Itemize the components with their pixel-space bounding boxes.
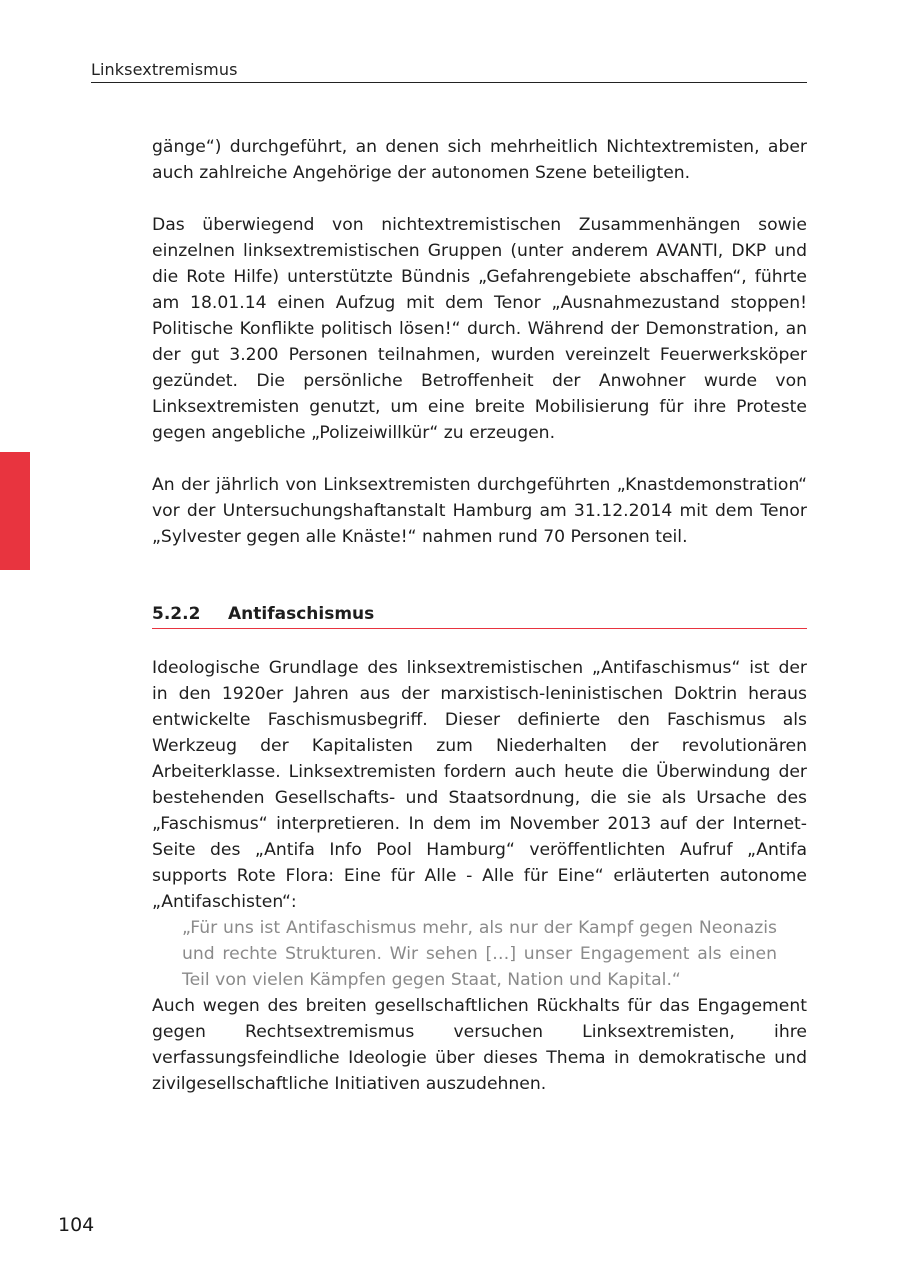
paragraph-alliance-demo: Das überwiegend von nichtextremistischen Zusammenhängen sowie einzelnen linksextremistischen Gruppen (unter anderem AVANTI, DKP und die Rote Hilfe) unterstützte Bündnis „Gefahrengebiete abschaffen“, führte am 18.01.14 einen Aufzug mit dem Tenor „Ausnahmezustand stoppen! Politische Konflikte politisch lösen!“ durch. Während der Demonstration, an der gut 3.200 Personen teilnahmen, wurden vereinzelt Feuerwerksköper gezündet. Die persönliche Betroffenheit der Anwohner wurde von Linksextremisten genutzt, um eine breite Mobilisierung für ihre Proteste gegen angebliche „Polizeiwillkür“ zu erzeugen. bbox=[152, 215, 807, 443]
paragraph-prison-demo: An der jährlich von Linksextremisten durchgeführten „Knastdemonstration“ vor der Untersuchungshaftanstalt Hamburg am 31.12.2014 mit dem Tenor „Sylvester gegen alle Knäste!“ nahmen rund 70 Personen teil. bbox=[152, 475, 807, 547]
section-heading bbox=[152, 602, 807, 629]
section-number: 5.2.2 bbox=[152, 604, 201, 624]
paragraph-ideology: Ideologische Grundlage des linksextremistischen „Antifaschismus“ ist der in den 1920er Jahren aus der marxistisch-leninistischen Doktrin heraus entwickelte Faschismusbegriff. Dieser definierte den Faschismus als Werkzeug der Kapitalisten zum Niederhalten der revolutionären Arbeiterklasse. Linksextremisten fordern auch heute die Überwindung der bestehenden Gesellschafts- und Staatsordnung, die sie als Ursache des „Faschismus“ interpretieren. In dem im November 2013 auf der Internet-Seite des „Antifa Info Pool Hamburg“ veröffentlichten Aufruf „Antifa supports Rote Flora: Eine für Alle - Alle für Eine“ erläuterten autonome „Antifaschisten“: bbox=[152, 658, 807, 912]
running-header: Linksextremismus bbox=[91, 60, 807, 83]
main-text bbox=[152, 134, 807, 1097]
chapter-tab-marker bbox=[0, 452, 30, 570]
block-quote: „Für uns ist Antifaschismus mehr, als nur der Kampf gegen Neonazis und rechte Strukturen. Wir sehen […] unser Engagement als einen Teil von vielen Kämpfen gegen Staat, Nation und Kapital.“ bbox=[182, 918, 777, 990]
page-number: 104 bbox=[58, 1214, 95, 1236]
paragraph-conclusion: Auch wegen des breiten gesellschaftlichen Rückhalts für das Engagement gegen Rechtsextremismus versuchen Linksextremisten, ihre verfassungsfeindliche Ideologie über dieses Thema in demokratische und zivilgesellschaftliche Initiativen auszudehnen. bbox=[152, 996, 807, 1094]
paragraph-continuation: gänge“) durchgeführt, an denen sich mehrheitlich Nichtextremisten, aber auch zahlreiche Angehörige der autonomen Szene beteiligten. bbox=[152, 137, 807, 183]
section-title: Antifaschismus bbox=[228, 604, 375, 624]
